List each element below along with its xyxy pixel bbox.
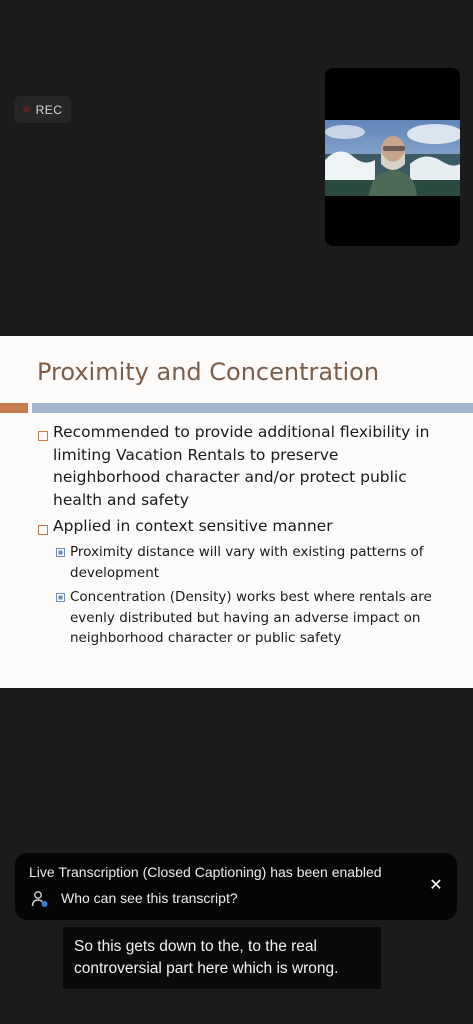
participant-video — [325, 120, 460, 196]
person-info-icon — [31, 890, 49, 908]
transcript-visibility-link[interactable]: Who can see this transcript? — [61, 890, 238, 906]
title-accent-bar — [0, 403, 28, 413]
recording-badge — [14, 96, 71, 123]
recording-label: REC — [35, 102, 63, 117]
sub-bullet-square-icon — [56, 548, 65, 557]
bullet-item: Recommended to provide additional flexibility in limiting Vacation Rentals to preserve neighborhood character and/or protect public health and safety — [53, 423, 430, 509]
sub-bullet-square-icon — [56, 593, 65, 602]
record-dot-icon — [23, 106, 30, 113]
bullet-square-icon — [38, 525, 48, 535]
close-icon[interactable]: ✕ — [429, 877, 443, 894]
sub-bullet-item: Concentration (Density) works best where rentals are evenly distributed but having an adverse impact on neighborhood character or public safety — [70, 589, 432, 646]
bullet-item: Applied in context sensitive manner — [53, 517, 333, 535]
sub-bullet-item: Proximity distance will vary with existing patterns of development — [70, 544, 424, 581]
transcription-message: Live Transcription (Closed Captioning) has been enabled — [29, 864, 382, 880]
transcription-banner — [15, 853, 457, 920]
caption-text: So this gets down to the, to the real controversial part here which is wrong. — [74, 938, 339, 977]
live-caption — [63, 927, 381, 989]
self-video-tile[interactable] — [325, 68, 460, 246]
title-divider-bar — [32, 403, 473, 413]
bullet-square-icon — [38, 431, 48, 441]
presentation-slide — [0, 336, 473, 688]
slide-title: Proximity and Concentration — [37, 358, 380, 386]
